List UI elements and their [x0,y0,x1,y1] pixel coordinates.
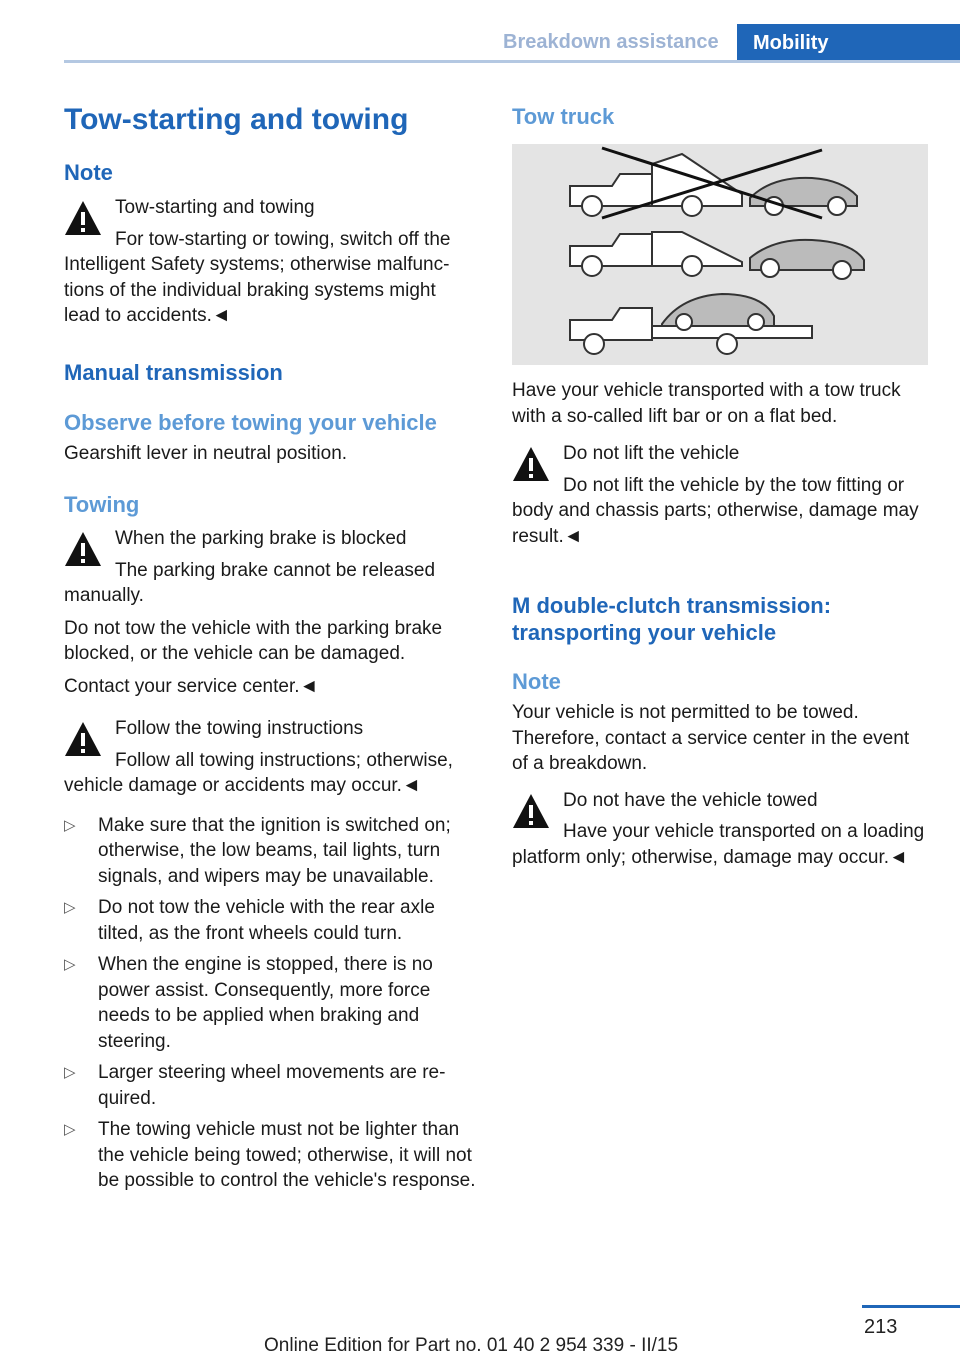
warning-box-do-not-lift [512,441,928,549]
warning-box-towing-instructions [64,716,476,799]
towing-bullet-list [64,813,476,1194]
observe-text: Gearshift lever in neutral position. [64,442,348,464]
tow-truck-drawing [512,144,928,365]
running-header-tab [737,24,960,62]
warning-title: When the parking brake is blocked [115,528,407,549]
warning-box-parking-brake [64,526,476,609]
observe-heading: Observe before towing your vehicle [64,409,437,435]
list-item: ▷ The towing vehicle must not be lighter than the vehicle being towed; otherwise, it will not be possible to control the vehicle's response. [64,1119,476,1191]
warning-box-do-not-tow [512,788,928,871]
bullet-triangle-icon: ▷ [64,899,76,916]
note-heading: Note [512,669,561,694]
warning-title: Do not have the vehicle towed [563,789,818,811]
bullet-triangle-icon: ▷ [64,1121,76,1138]
left-column [64,100,476,1200]
parking-brake-paragraph: Do not tow the vehicle with the parking brake blocked, or the vehicle can be damaged. [64,617,443,664]
footer-rule [862,1305,960,1308]
warning-title: Tow-starting and towing [115,197,315,218]
right-column [512,100,928,870]
tow-truck-text: Have your vehicle transported with a tow truck with a so-called lift bar or on a flat bed. [512,380,901,427]
warning-body: Do not lift the vehicle by the tow fitting or body and chassis parts; otherwise, damage may result.◄ [512,474,919,547]
warning-triangle-icon [64,199,102,237]
note-text: Your vehicle is not permitted to be towed. Therefore, contact a service center in the event of a breakdown. [512,702,910,774]
warning-title: Do not lift the vehicle [563,443,740,464]
bullet-triangle-icon: ▷ [64,1064,76,1081]
list-item: ▷ When the engine is stopped, there is no power assist. Consequently, more force needs to be applied when braking and steering. [64,954,433,1052]
warning-triangle-icon [64,530,102,568]
service-center-paragraph: Contact your service center.◄ [64,675,319,697]
list-item: ▷ Make sure that the ignition is switched on; otherwise, the low beams, tail lights, turn signals, and wipers may be unavailable. [64,814,451,887]
tow-truck-illustration [512,144,928,365]
list-item: ▷ Larger steering wheel movements are required. [64,1062,446,1109]
warning-triangle-icon [64,720,102,758]
edition-note: Online Edition for Part no. 01 40 2 954 339 - II/15 [264,1335,679,1356]
warning-body: Have your vehicle transported on a loading platform only; otherwise, damage may occur.◄ [512,821,925,868]
list-item: ▷ Do not tow the vehicle with the rear axle tilted, as the front wheels could turn. [64,897,435,944]
bullet-triangle-icon: ▷ [64,816,76,834]
running-header-section: Breakdown assistance [503,31,719,53]
tow-truck-heading: Tow truck [512,104,615,129]
manual-transmission-heading: Manual transmission [64,359,283,385]
warning-box-tow-starting [64,195,476,329]
warning-triangle-icon [512,792,550,830]
page-number: 213 [864,1316,898,1338]
towing-heading: Towing [64,492,140,517]
warning-body: The parking brake cannot be released manually. [64,559,436,606]
warning-triangle-icon [512,445,550,483]
warning-body: Follow all towing instructions; otherwise, vehicle damage or accidents may occur.◄ [64,749,453,796]
header-rule [64,60,960,63]
warning-title: Follow the towing instructions [115,718,364,739]
running-header-tab-label: Mobility [753,32,829,54]
warning-body: For tow-starting or towing, switch off the Intelligent Safety systems; otherwise malfunctions of the individual braking systems might lead to accidents.◄ [64,228,451,326]
mdct-heading: M double-clutch transmission: transporting your vehicle [512,593,832,645]
bullet-triangle-icon: ▷ [64,956,76,973]
note-heading: Note [64,160,113,185]
page-title: Tow-starting and towing [64,103,409,136]
